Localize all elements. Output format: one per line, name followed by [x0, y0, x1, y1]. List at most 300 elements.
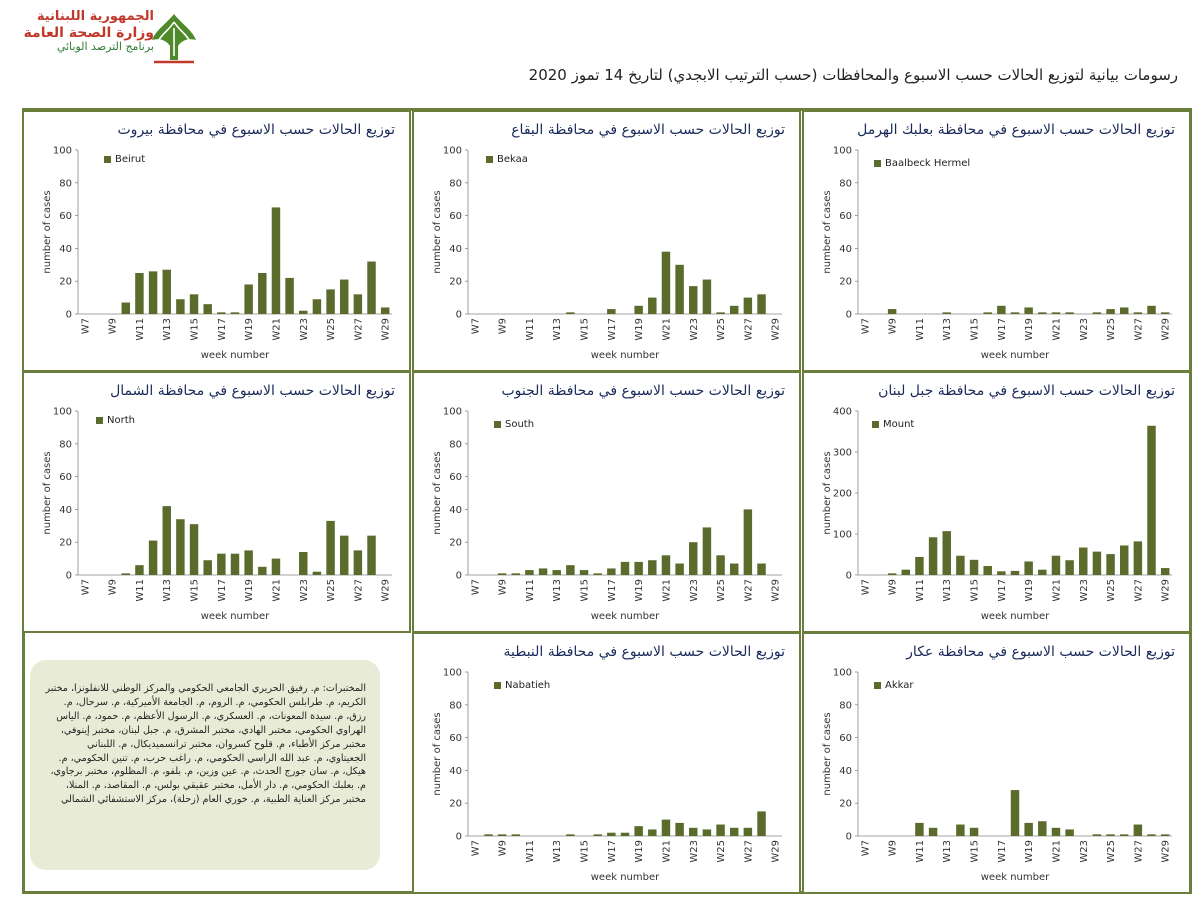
x-axis-label: week number: [980, 872, 1050, 883]
x-tick-label: W25: [1106, 318, 1118, 341]
chart-panel-south: [412, 371, 801, 633]
legend-swatch: [874, 682, 881, 689]
x-tick-label: W25: [716, 840, 728, 863]
bar-w26: [730, 828, 738, 836]
x-tick-label: W15: [579, 318, 591, 341]
y-tick-label: 0: [845, 831, 852, 843]
y-tick-label: 100: [52, 145, 72, 157]
x-tick-label: W17: [996, 318, 1008, 341]
bar-w18: [621, 562, 629, 575]
bar-w21: [662, 820, 670, 836]
bar-w27: [744, 828, 752, 836]
x-tick-label: W15: [189, 318, 201, 341]
x-tick-label: W7: [470, 579, 482, 596]
y-tick-label: 0: [65, 570, 72, 582]
chart-legend: [494, 419, 534, 430]
x-tick-label: W23: [688, 579, 700, 602]
x-tick-label: W29: [380, 318, 392, 341]
legend-label: Nabatieh: [505, 680, 551, 691]
legend-swatch: [104, 156, 111, 163]
x-tick-label: W21: [1051, 318, 1063, 341]
x-tick-label: W27: [743, 840, 755, 863]
y-tick-label: 0: [455, 831, 462, 843]
bar-w16: [593, 573, 601, 575]
bar-w16: [203, 560, 211, 575]
bar-w12: [539, 568, 547, 575]
y-axis-label: number of cases: [822, 190, 833, 274]
bar-w28: [757, 564, 765, 575]
x-tick-label: W13: [942, 579, 954, 602]
x-axis-label: week number: [590, 611, 660, 622]
bar-chart: [24, 373, 409, 631]
y-tick-label: 200: [832, 488, 852, 500]
y-tick-label: 100: [832, 145, 852, 157]
x-tick-label: W7: [80, 579, 92, 596]
x-tick-label: W11: [134, 579, 146, 602]
bar-w22: [675, 564, 683, 575]
bar-w21: [662, 252, 670, 314]
x-tick-label: W23: [688, 840, 700, 863]
bar-w25: [326, 289, 334, 314]
bar-w18: [621, 833, 629, 836]
y-tick-label: 100: [832, 667, 852, 679]
bar-w24: [703, 280, 711, 314]
program-label: برنامج الترصد الوبائي: [56, 40, 154, 54]
bar-w15: [190, 294, 198, 314]
x-tick-label: W11: [914, 579, 926, 602]
bar-w19: [1024, 307, 1032, 314]
x-tick-label: W7: [860, 318, 872, 335]
x-axis-label: week number: [590, 872, 660, 883]
x-tick-label: W17: [216, 318, 228, 341]
bar-w17: [607, 568, 615, 575]
y-tick-label: 60: [839, 733, 852, 745]
bar-w23: [689, 542, 697, 575]
ministry-logo-text: [14, 10, 154, 54]
x-tick-label: W29: [770, 318, 782, 341]
y-tick-label: 0: [455, 309, 462, 321]
bar-w23: [689, 828, 697, 836]
bar-chart: [804, 112, 1189, 370]
x-tick-label: W11: [524, 840, 536, 863]
legend-label: Beirut: [115, 154, 146, 165]
y-axis-label: number of cases: [432, 451, 443, 535]
bar-w11: [135, 273, 143, 314]
x-tick-label: W17: [606, 840, 618, 863]
bar-w29: [1161, 834, 1169, 836]
legend-swatch: [96, 417, 103, 424]
bar-w16: [983, 312, 991, 314]
y-tick-label: 40: [59, 504, 72, 516]
bar-w24: [1093, 552, 1101, 575]
chart-panel-north: [22, 371, 411, 633]
y-tick-label: 40: [449, 243, 462, 255]
y-tick-label: 100: [442, 667, 462, 679]
bar-w18: [231, 312, 239, 314]
x-tick-label: W15: [969, 318, 981, 341]
bar-w22: [675, 823, 683, 836]
x-tick-label: W11: [914, 318, 926, 341]
x-tick-label: W9: [497, 318, 509, 335]
x-tick-label: W27: [1133, 579, 1145, 602]
bar-w17: [997, 571, 1005, 575]
y-tick-label: 0: [455, 570, 462, 582]
bar-w14: [956, 556, 964, 575]
bar-w28: [757, 811, 765, 836]
cedar-logo-icon: [146, 10, 202, 66]
x-tick-label: W25: [326, 579, 338, 602]
y-axis-label: number of cases: [42, 451, 53, 535]
bar-w14: [566, 312, 574, 314]
bar-w24: [703, 829, 711, 836]
bar-w18: [1011, 312, 1019, 314]
y-axis-label: number of cases: [822, 451, 833, 535]
x-tick-label: W27: [353, 579, 365, 602]
bar-w27: [1134, 541, 1142, 575]
x-tick-label: W19: [244, 579, 256, 602]
y-tick-label: 400: [832, 406, 852, 418]
bar-w20: [1038, 821, 1046, 836]
chart-legend: [872, 419, 914, 430]
bar-w13: [163, 506, 171, 575]
bar-w25: [1106, 309, 1114, 314]
bar-chart: [414, 373, 799, 631]
y-tick-label: 60: [839, 211, 852, 223]
bar-w10: [122, 303, 130, 314]
bar-w16: [983, 566, 991, 575]
x-tick-label: W25: [326, 318, 338, 341]
x-tick-label: W13: [162, 579, 174, 602]
chart-panel-nabatieh: [412, 632, 801, 894]
x-tick-label: W19: [1024, 579, 1036, 602]
y-tick-label: 20: [449, 276, 462, 288]
bar-w25: [716, 555, 724, 575]
bar-w23: [299, 311, 307, 314]
x-tick-label: W29: [380, 579, 392, 602]
y-tick-label: 20: [449, 537, 462, 549]
x-axis-label: week number: [590, 350, 660, 361]
bar-w10: [512, 573, 520, 575]
bar-w24: [703, 527, 711, 575]
x-tick-label: W9: [107, 318, 119, 335]
x-tick-label: W27: [353, 318, 365, 341]
x-tick-label: W27: [1133, 318, 1145, 341]
labs-note: المختبرات: م. رفيق الحريري الجامعي الحكومي والمركز الوطني للانفلونزا، مختبر الكريم، م. طرابلس الحكومي، م. الروم، م. الجامعة الأميركية، م. سرحال، م. رزق، م. سيدة المعونات، م. العسكري، م. الرسول الأعظم، م. حمود، م. الياس الهراوي الحكومي، مختبر الهادي، مختبر المشرق، م. جبل لبنان، مختبر إينوفي، مختبر مركز الأطباء، م. قلوح كسروان، مختبر ترانسميديكال، م. اللبناني الجعيتاوي، م. عبد الله الراسي الحكومي، م. راغب حرب، م. تنين الحكومي، م. هيكل، م. سان جورج الحدث، م. عين وزين، م. بلفو، م. المظلوم، مختبر برجاوي، م. بعلبك الحكومي، م. دار الأمل، مختبر عقيقي بولس، م. المقاصد، م. المنلا، مختبر مركز العناية الطبية، م. خوري العام (زحلة)، مركز الاستشفائي الشمالي: [30, 660, 380, 870]
bar-w23: [689, 286, 697, 314]
bar-chart: [414, 634, 799, 892]
bar-w27: [354, 294, 362, 314]
bar-w9: [888, 573, 896, 575]
y-tick-label: 40: [839, 765, 852, 777]
bar-w16: [203, 304, 211, 314]
bar-w17: [607, 833, 615, 836]
y-tick-label: 0: [845, 309, 852, 321]
bar-w29: [381, 307, 389, 314]
bar-w28: [757, 294, 765, 314]
bar-w19: [634, 562, 642, 575]
bar-w23: [299, 552, 307, 575]
bar-w23: [1079, 548, 1087, 575]
legend-label: Mount: [883, 419, 915, 430]
legend-label: South: [505, 419, 535, 430]
y-tick-label: 0: [65, 309, 72, 321]
y-tick-label: 80: [59, 178, 72, 190]
x-tick-label: W29: [1160, 579, 1172, 602]
bar-w17: [997, 306, 1005, 314]
bar-w14: [566, 834, 574, 836]
chart-title: توزيع الحالات حسب الاسبوع في محافظة النبطية: [503, 644, 785, 660]
x-tick-label: W29: [1160, 840, 1172, 863]
y-tick-label: 100: [442, 406, 462, 418]
bar-w20: [1038, 570, 1046, 575]
bar-w25: [1106, 554, 1114, 575]
chart-title: توزيع الحالات حسب الاسبوع في محافظة الشمال: [110, 383, 395, 399]
x-tick-label: W7: [80, 318, 92, 335]
y-tick-label: 60: [59, 472, 72, 484]
x-tick-label: W7: [470, 840, 482, 857]
bar-w18: [1011, 571, 1019, 575]
chart-panel-baalbeck-hermel: [802, 110, 1191, 372]
bar-w28: [1147, 834, 1155, 836]
y-tick-label: 40: [449, 765, 462, 777]
x-tick-label: W17: [606, 318, 618, 341]
x-tick-label: W21: [661, 840, 673, 863]
x-axis-label: week number: [200, 611, 270, 622]
bar-w27: [1134, 825, 1142, 836]
bar-w26: [1120, 834, 1128, 836]
bar-w27: [354, 550, 362, 575]
x-tick-label: W13: [942, 840, 954, 863]
legend-label: Akkar: [885, 680, 914, 691]
bar-w29: [1161, 312, 1169, 314]
bar-w15: [970, 560, 978, 575]
legend-label: Baalbeck Hermel: [885, 158, 971, 169]
x-tick-label: W21: [1051, 840, 1063, 863]
x-tick-label: W11: [914, 840, 926, 863]
x-axis-label: week number: [980, 611, 1050, 622]
chart-legend: [494, 680, 550, 691]
bar-w14: [176, 519, 184, 575]
bar-w13: [553, 570, 561, 575]
x-tick-label: W21: [661, 579, 673, 602]
x-tick-label: W25: [716, 318, 728, 341]
bar-w19: [1024, 561, 1032, 575]
y-tick-label: 60: [449, 211, 462, 223]
bar-w26: [1120, 545, 1128, 575]
chart-legend: [104, 154, 145, 165]
bar-w24: [313, 572, 321, 575]
x-tick-label: W23: [298, 318, 310, 341]
bar-w20: [648, 298, 656, 314]
x-tick-label: W9: [887, 840, 899, 857]
x-tick-label: W9: [887, 318, 899, 335]
bar-w26: [340, 536, 348, 575]
bar-chart: [804, 634, 1189, 892]
y-tick-label: 300: [832, 447, 852, 459]
x-tick-label: W21: [271, 318, 283, 341]
x-tick-label: W13: [552, 579, 564, 602]
legend-label: North: [107, 415, 135, 426]
bar-w17: [217, 312, 225, 314]
bar-w21: [1052, 556, 1060, 575]
x-tick-label: W9: [887, 579, 899, 596]
y-tick-label: 40: [449, 504, 462, 516]
x-tick-label: W25: [716, 579, 728, 602]
x-tick-label: W13: [162, 318, 174, 341]
bar-chart: [804, 373, 1189, 631]
page-title: رسومات بيانية لتوزيع الحالات حسب الاسبوع والمحافظات (حسب الترتيب الابجدي) لتاريخ 14 تموز 2020: [528, 66, 1178, 84]
x-tick-label: W21: [1051, 579, 1063, 602]
x-tick-label: W25: [1106, 579, 1118, 602]
chart-title: توزيع الحالات حسب الاسبوع في محافظة البقاع: [511, 122, 785, 138]
bar-w17: [217, 554, 225, 575]
bar-w26: [730, 306, 738, 314]
legend-swatch: [486, 156, 493, 163]
y-tick-label: 60: [449, 472, 462, 484]
x-tick-label: W17: [606, 579, 618, 602]
bar-w8: [484, 834, 492, 836]
x-tick-label: W17: [996, 579, 1008, 602]
bar-w15: [190, 524, 198, 575]
bar-w13: [943, 531, 951, 575]
bar-w12: [149, 541, 157, 575]
bar-w19: [634, 826, 642, 836]
bar-w26: [1120, 307, 1128, 314]
x-tick-label: W11: [524, 318, 536, 341]
x-tick-label: W19: [1024, 840, 1036, 863]
bar-w25: [326, 521, 334, 575]
legend-swatch: [872, 421, 879, 428]
x-axis-label: week number: [200, 350, 270, 361]
y-tick-label: 80: [449, 439, 462, 451]
y-tick-label: 0: [845, 570, 852, 582]
bar-w21: [1052, 312, 1060, 314]
bar-w28: [367, 262, 375, 314]
bar-w27: [1134, 312, 1142, 314]
bar-w18: [1011, 790, 1019, 836]
bar-w12: [929, 828, 937, 836]
x-tick-label: W23: [688, 318, 700, 341]
y-axis-label: number of cases: [42, 190, 53, 274]
bar-w28: [1147, 306, 1155, 314]
bar-w11: [915, 557, 923, 575]
x-tick-label: W7: [470, 318, 482, 335]
x-tick-label: W7: [860, 840, 872, 857]
bar-w15: [970, 828, 978, 836]
x-tick-label: W7: [860, 579, 872, 596]
legend-swatch: [874, 160, 881, 167]
bar-w11: [525, 570, 533, 575]
x-tick-label: W23: [1078, 318, 1090, 341]
chart-title: توزيع الحالات حسب الاسبوع في محافظة عكار: [906, 644, 1175, 660]
x-tick-label: W11: [134, 318, 146, 341]
y-tick-label: 80: [839, 700, 852, 712]
chart-legend: [96, 415, 135, 426]
x-tick-label: W9: [107, 579, 119, 596]
y-tick-label: 60: [59, 211, 72, 223]
ministry-label: وزارة الصحة العامة: [23, 24, 154, 41]
x-tick-label: W29: [1160, 318, 1172, 341]
x-tick-label: W13: [942, 318, 954, 341]
bar-w25: [1106, 834, 1114, 836]
x-tick-label: W15: [969, 579, 981, 602]
y-tick-label: 40: [839, 243, 852, 255]
bar-w14: [956, 825, 964, 836]
x-tick-label: W17: [996, 840, 1008, 863]
bar-w20: [258, 567, 266, 575]
bar-w26: [730, 564, 738, 575]
x-tick-label: W27: [743, 579, 755, 602]
chart-panel-beirut: [22, 110, 411, 372]
x-tick-label: W29: [770, 579, 782, 602]
y-tick-label: 80: [449, 700, 462, 712]
x-tick-label: W23: [298, 579, 310, 602]
bar-w20: [648, 560, 656, 575]
bar-w24: [313, 299, 321, 314]
y-tick-label: 20: [839, 798, 852, 810]
chart-title: توزيع الحالات حسب الاسبوع في محافظة بيروت: [117, 122, 395, 138]
bar-w25: [716, 312, 724, 314]
y-tick-label: 60: [449, 733, 462, 745]
chart-title: توزيع الحالات حسب الاسبوع في محافظة الجنوب: [501, 383, 785, 399]
bar-w9: [498, 573, 506, 575]
x-tick-label: W29: [770, 840, 782, 863]
bar-w9: [888, 309, 896, 314]
x-tick-label: W17: [216, 579, 228, 602]
bar-w18: [231, 554, 239, 575]
y-tick-label: 20: [839, 276, 852, 288]
chart-panel-akkar: [802, 632, 1191, 894]
x-tick-label: W19: [634, 840, 646, 863]
x-tick-label: W23: [1078, 579, 1090, 602]
bar-w13: [163, 270, 171, 314]
x-tick-label: W19: [634, 318, 646, 341]
y-tick-label: 100: [52, 406, 72, 418]
bar-w14: [176, 299, 184, 314]
x-tick-label: W19: [1024, 318, 1036, 341]
y-tick-label: 80: [59, 439, 72, 451]
bar-w28: [367, 536, 375, 575]
bar-w21: [662, 555, 670, 575]
bar-w16: [593, 834, 601, 836]
bar-w20: [258, 273, 266, 314]
y-tick-label: 100: [832, 529, 852, 541]
bar-w10: [512, 834, 520, 836]
x-axis-label: week number: [980, 350, 1050, 361]
x-tick-label: W15: [969, 840, 981, 863]
x-tick-label: W23: [1078, 840, 1090, 863]
x-tick-label: W21: [271, 579, 283, 602]
y-tick-label: 20: [59, 276, 72, 288]
chart-panel-mount: [802, 371, 1191, 633]
chart-legend: [874, 680, 914, 691]
x-tick-label: W9: [497, 579, 509, 596]
bar-w12: [929, 537, 937, 575]
bar-w21: [1052, 828, 1060, 836]
y-tick-label: 20: [449, 798, 462, 810]
bar-w11: [915, 823, 923, 836]
y-tick-label: 80: [449, 178, 462, 190]
bar-w10: [902, 570, 910, 575]
chart-title: توزيع الحالات حسب الاسبوع في محافظة جبل لبنان: [878, 383, 1175, 399]
y-tick-label: 100: [442, 145, 462, 157]
x-tick-label: W19: [244, 318, 256, 341]
bar-w24: [1093, 834, 1101, 836]
bar-w19: [244, 284, 252, 314]
bar-w24: [1093, 312, 1101, 314]
legend-label: Bekaa: [497, 154, 528, 165]
y-axis-label: number of cases: [432, 712, 443, 796]
